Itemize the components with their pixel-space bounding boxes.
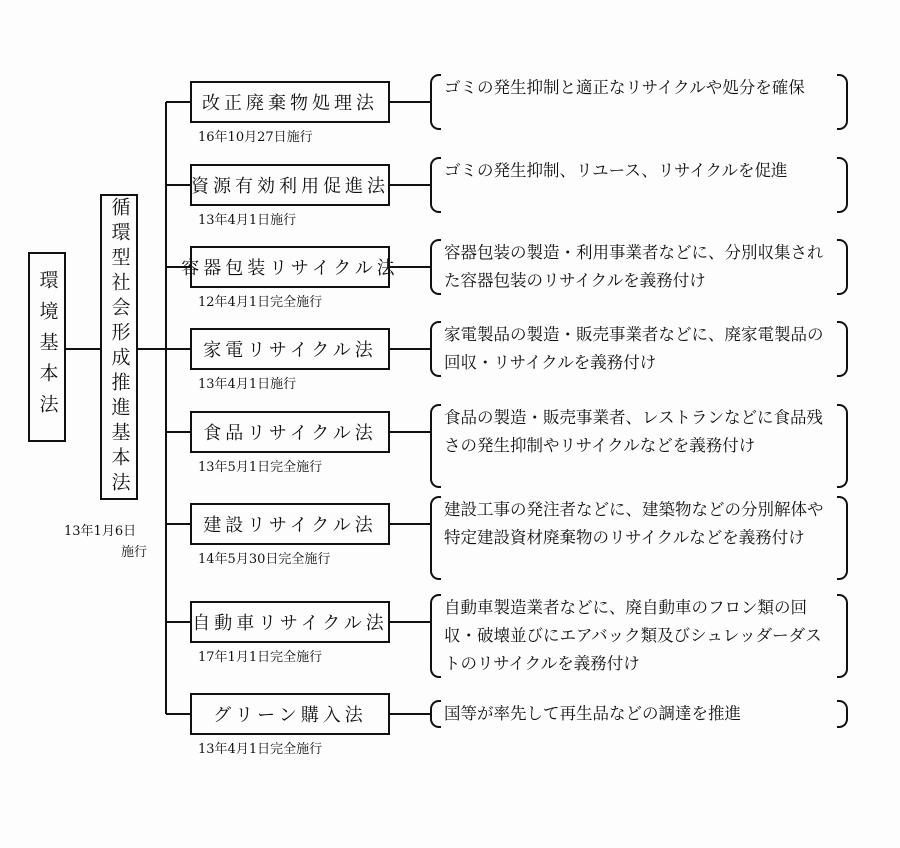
root-law-label: 環境基本法 (36, 269, 59, 425)
left-brace (430, 700, 441, 728)
law-date: 13年5月1日完全施行 (198, 460, 323, 475)
law-name: グリーン購入法 (213, 705, 367, 726)
law-date: 16年10月27日施行 (198, 130, 313, 145)
law-description (430, 496, 842, 580)
left-brace (430, 594, 441, 678)
root-law-box (28, 252, 66, 442)
right-brace (837, 700, 848, 728)
law-description-text: 国等が率先して再生品などの調達を推進 (444, 704, 741, 723)
law-date: 17年1月1日完全施行 (198, 650, 323, 665)
right-brace (837, 496, 848, 580)
right-brace (837, 74, 848, 130)
law-description-text: 建設工事の発注者などに、建築物などの分別解体や特定建設資材廃棄物のリサイクルなどを義務付け (444, 500, 824, 547)
basic-law-date-line2: 施行 (121, 545, 148, 560)
law-box (190, 411, 390, 453)
law-date: 13年4月1日施行 (198, 377, 297, 392)
law-name: 容器包装リサイクル法 (181, 258, 399, 279)
law-description (430, 700, 842, 728)
law-box (190, 601, 390, 643)
left-brace (430, 404, 441, 488)
right-brace (837, 157, 848, 213)
law-box (190, 328, 390, 370)
law-description (430, 74, 842, 130)
left-brace (430, 321, 441, 377)
law-description (430, 594, 842, 678)
law-date: 14年5月30日完全施行 (198, 552, 331, 567)
law-description-text: 食品の製造・販売事業者、レストランなどに食品残さの発生抑制やリサイクルなどを義務付け (444, 408, 824, 455)
law-name: 資源有効利用促進法 (191, 176, 389, 197)
right-brace (837, 404, 848, 488)
right-brace (837, 321, 848, 377)
law-date: 13年4月1日完全施行 (198, 742, 323, 757)
law-box (181, 246, 399, 288)
basic-law-date-line1: 13年1月6日 (64, 524, 137, 539)
law-description-text: ゴミの発生抑制と適正なリサイクルや処分を確保 (444, 78, 805, 97)
basic-law-box (100, 194, 138, 500)
law-description-text: 容器包装の製造・利用事業者などに、分別収集された容器包装のリサイクルを義務付け (444, 243, 824, 290)
basic-law-label: 循環型社会形成推進基本法 (108, 197, 131, 497)
law-description-text: 家電製品の製造・販売事業者などに、廃家電製品の回収・リサイクルを義務付け (444, 325, 824, 372)
left-brace (430, 496, 441, 580)
law-description (430, 157, 842, 213)
law-date: 13年4月1日施行 (198, 213, 297, 228)
law-date: 12年4月1日完全施行 (198, 295, 323, 310)
law-name: 改正廃棄物処理法 (202, 93, 378, 114)
law-box (190, 503, 390, 545)
law-name: 家電リサイクル法 (203, 340, 377, 361)
law-description-text: 自動車製造業者などに、廃自動車のフロン類の回収・破壊並びにエアバック類及びシュレッダーダストのリサイクルを義務付け (444, 598, 822, 673)
law-box (190, 164, 390, 206)
left-brace (430, 74, 441, 130)
law-name: 自動車リサイクル法 (192, 613, 388, 634)
left-brace (430, 157, 441, 213)
right-brace (837, 239, 848, 295)
law-description (430, 321, 842, 377)
law-box (190, 81, 390, 123)
law-name: 建設リサイクル法 (203, 515, 377, 536)
law-description (430, 404, 842, 488)
law-box (190, 693, 390, 735)
law-description (430, 239, 842, 295)
law-description-text: ゴミの発生抑制、リユース、リサイクルを促進 (444, 161, 788, 180)
left-brace (430, 239, 441, 295)
right-brace (837, 594, 848, 678)
law-name: 食品リサイクル法 (203, 423, 377, 444)
